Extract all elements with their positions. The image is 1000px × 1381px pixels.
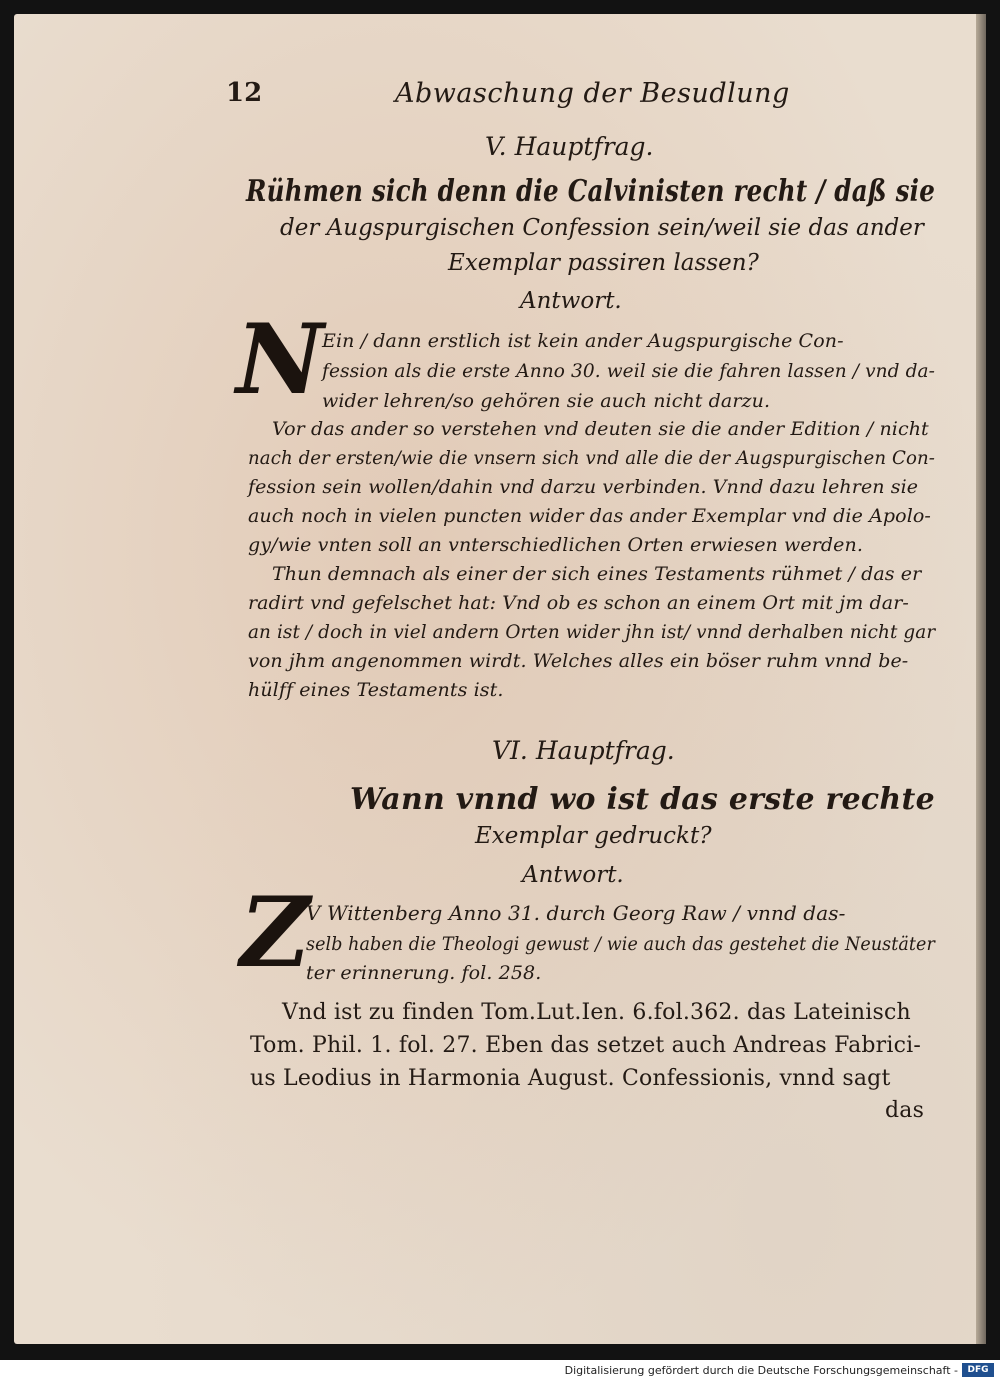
section5-p1-line2: fession als die erste Anno 30. weil sie die fahren lassen / vnd da- — [322, 360, 936, 382]
section5-p2-line2: nach der ersten/wie die vnsern sich vnd alle die der Augspurgischen Con- — [248, 447, 936, 469]
section5-p3-line1: Thun demnach als einer der sich eines Testaments rühmet / das er — [272, 563, 922, 585]
section6-question-line1: Wann vnnd wo ist das erste rechte — [350, 782, 935, 817]
page-edge — [976, 14, 986, 1344]
section5-p3-line5: hülff eines Testaments ist. — [248, 679, 504, 701]
section6-answer-label: Antwort. — [522, 862, 624, 888]
section6-p2-line2: Tom. Phil. 1. fol. 27. Eben das setzet auch Andreas Fabrici- — [250, 1033, 922, 1058]
section5-p2-line3: fession sein wollen/dahin vnd darzu verbinden. Vnnd dazu lehren sie — [248, 476, 919, 498]
catchword: das — [885, 1098, 925, 1123]
section6-question-line2: Exemplar gedruckt? — [475, 823, 712, 849]
footer-credit: Digitalisierung gefördert durch die Deutsche Forschungsgemeinschaft - — [564, 1364, 958, 1377]
section6-heading: VI. Hauptfrag. — [492, 736, 675, 765]
section5-p3-line2: radirt vnd gefelschet hat: Vnd ob es schon an einem Ort mit jm dar- — [248, 592, 909, 614]
section6-p1-line1: V Wittenberg Anno 31. durch Georg Raw / vnnd das- — [306, 901, 846, 925]
section5-p1-line1: Ein / dann erstlich ist kein ander Augspurgische Con- — [322, 330, 844, 352]
section5-p1-line3: wider lehren/so gehören sie auch nicht darzu. — [322, 390, 771, 412]
section5-p3-line3: an ist / doch in viel andern Orten wider jhn ist/ vnnd derhalben nicht gar — [248, 621, 936, 643]
page-number: 12 — [226, 78, 263, 108]
drop-cap-z: Z — [240, 876, 311, 989]
section5-question-line3: Exemplar passiren lassen? — [448, 250, 759, 276]
running-head: Abwaschung der Besudlung — [395, 78, 790, 109]
section5-p2-line1: Vor das ander so verstehen vnd deuten sie die ander Edition / nicht — [272, 418, 929, 440]
drop-cap-n: N — [236, 303, 324, 416]
section6-p1-line2: selb haben die Theologi gewust / wie auch das gestehet die Neustäter — [306, 933, 935, 955]
section6-p1-line3: ter erinnerung. fol. 258. — [306, 962, 542, 984]
section5-question-line2: der Augspurgischen Confession sein/weil sie das ander — [280, 215, 924, 241]
section5-answer-label: Antwort. — [520, 288, 622, 314]
section5-p2-line4: auch noch in vielen puncten wider das ander Exemplar vnd die Apolo- — [248, 505, 931, 527]
section6-p2-line1: Vnd ist zu finden Tom.Lut.Ien. 6.fol.362. das Lateinisch — [282, 1000, 911, 1025]
section5-heading: V. Hauptfrag. — [485, 132, 654, 161]
section5-p3-line4: von jhm angenommen wirdt. Welches alles ein böser ruhm vnnd be- — [248, 650, 909, 672]
dfg-logo: DFG — [962, 1363, 994, 1377]
section5-p2-line5: gy/wie vnten soll an vnterschiedlichen Orten erwiesen werden. — [248, 534, 863, 556]
section6-p2-line3: us Leodius in Harmonia August. Confessionis, vnnd sagt — [250, 1066, 891, 1091]
section5-question-line1: Rühmen sich denn die Calvinisten recht / daß sie — [246, 174, 936, 209]
